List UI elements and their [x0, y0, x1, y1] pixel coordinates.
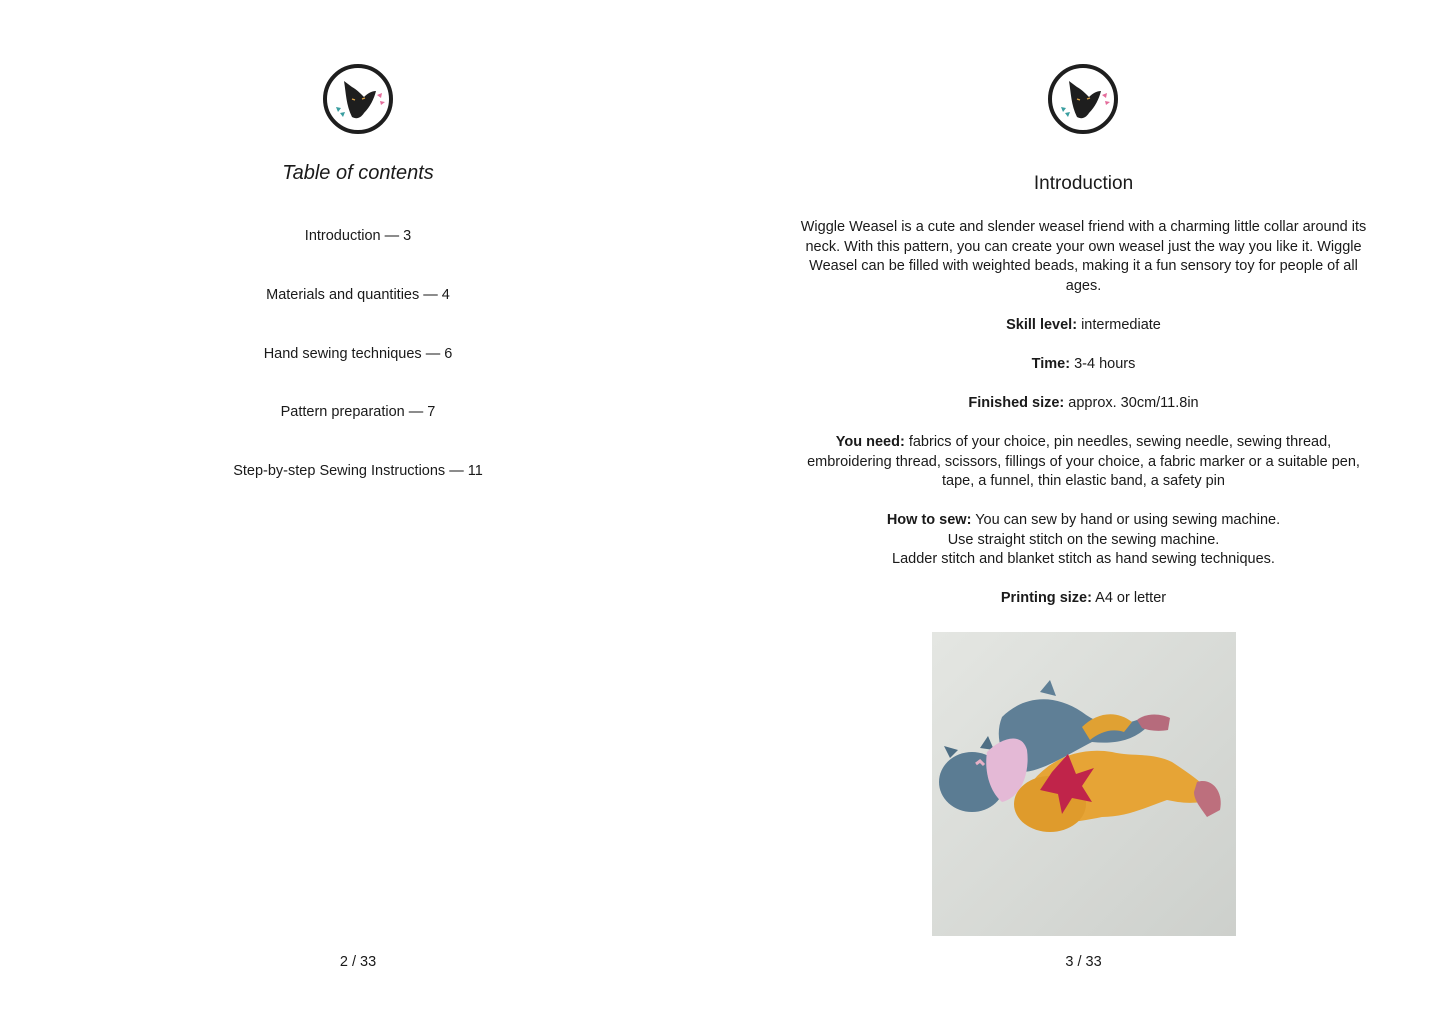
printing-size — [792, 589, 1375, 609]
toc-title: Table of contents — [282, 162, 434, 184]
page-number-right: 3 / 33 — [1065, 954, 1102, 970]
you-need — [792, 433, 1375, 492]
how-to-sew-line3: Ladder stitch and blanket stitch as hand sewing techniques. — [892, 551, 1275, 567]
printing-size-value: A4 or letter — [1091, 590, 1167, 606]
how-to-sew-value: You can sew by hand or using sewing machine. — [971, 512, 1281, 528]
skill-level-label: Skill level: — [1006, 317, 1078, 333]
intro-title: Introduction — [1033, 173, 1134, 194]
toc-item-hand-sewing[interactable]: Hand sewing techniques — 6 — [263, 346, 453, 362]
page-right — [722, 0, 1445, 1016]
skill-level — [792, 316, 1375, 336]
plush-weasels-photo — [932, 632, 1236, 936]
how-to-sew-line2: Use straight stitch on the sewing machine. — [947, 531, 1220, 548]
page-left — [0, 0, 722, 1016]
time-value: 3-4 hours — [1070, 356, 1136, 372]
toc-item-pattern-preparation[interactable]: Pattern preparation — 7 — [280, 404, 436, 420]
printing-size-label: Printing size: — [1000, 590, 1092, 606]
weasel-logo-icon — [322, 63, 394, 135]
intro-description: Wiggle Weasel is a cute and slender weasel friend with a charming little collar around its neck. With this pattern, you can create your own weasel just the way you like it. Wiggle Weasel can be filled with weighted beads, making it a fun sensory toy for people of all ages. — [800, 219, 1367, 294]
toc-item-sewing-instructions[interactable]: Step-by-step Sewing Instructions — 11 — [233, 463, 483, 479]
finished-size-value: approx. 30cm/11.8in — [1064, 395, 1199, 411]
toc-item-materials[interactable]: Materials and quantities — 4 — [266, 287, 450, 303]
page-number-left: 2 / 33 — [339, 954, 377, 970]
how-to-sew-label: How to sew: — [886, 512, 972, 528]
you-need-value: fabrics of your choice, pin needles, sewing needle, sewing thread, embroidering thread, scissors, fillings of your choice, a fabric marker or a suitable pen, tape, a funnel, thin elastic band, a safety pin — [807, 434, 1360, 489]
time — [792, 355, 1375, 375]
how-to-sew — [792, 511, 1375, 570]
skill-level-value: intermediate — [1077, 317, 1161, 333]
time-label: Time: — [1031, 356, 1071, 372]
you-need-label: You need: — [835, 434, 905, 450]
finished-size — [792, 394, 1375, 414]
weasel-logo-icon — [1047, 63, 1119, 135]
toc-item-introduction[interactable]: Introduction — 3 — [304, 228, 412, 244]
finished-size-label: Finished size: — [968, 395, 1065, 411]
